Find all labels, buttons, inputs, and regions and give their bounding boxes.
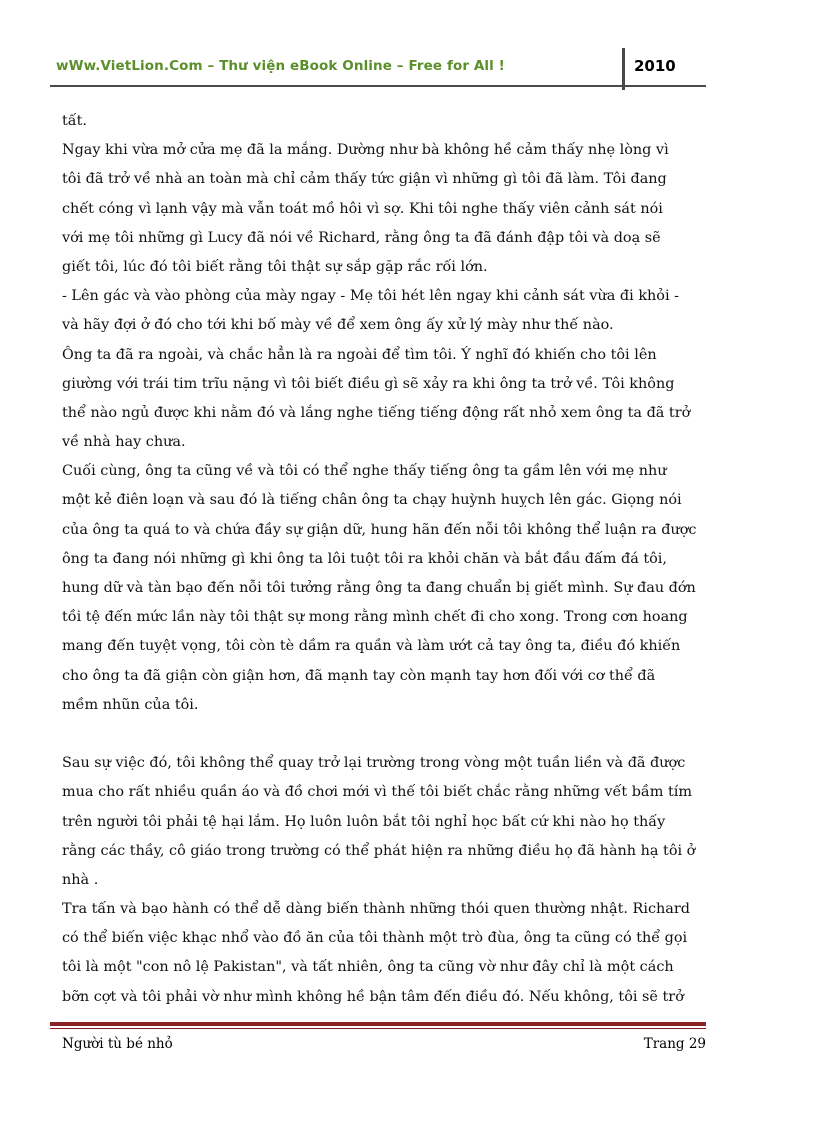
text-line: tồi tệ đến mức lần này tôi thật sự mong rằng mình chết đi cho xong. Trong cơn hoang xyxy=(62,609,688,626)
body-section-2 xyxy=(62,749,718,1012)
text-line: hung dữ và tàn bạo đến nỗi tôi tưởng rằng ông ta đang chuẩn bị giết mình. Sự đau đớn xyxy=(62,580,696,596)
text-line: chết cóng vì lạnh vậy mà vẫn toát mồ hôi vì sợ. Khi tôi nghe thấy viên cảnh sát nói xyxy=(62,200,663,217)
text-line: một kẻ điên loạn và sau đó là tiếng chân ông ta chạy huỳnh huỵch lên gác. Giọng nói xyxy=(62,492,682,509)
text-line: với mẹ tôi những gì Lucy đã nói về Richard, rằng ông ta đã đánh đập tôi và doạ sẽ xyxy=(62,229,661,246)
header-year: 2010 xyxy=(634,57,676,75)
text-line: - Lên gác và vào phòng của mày ngay - Mẹ tôi hét lên ngay khi cảnh sát vừa đi khỏi - xyxy=(62,288,680,305)
text-line: Cuối cùng, ông ta cũng về và tôi có thể nghe thấy tiếng ông ta gầm lên với mẹ như xyxy=(62,463,667,480)
text-line: có thể biến việc khạc nhổ vào đồ ăn của tôi thành một trò đùa, ông ta cũng có thể gọi xyxy=(62,930,688,947)
text-line: ông ta đang nói những gì khi ông ta lôi tuột tôi ra khỏi chăn và bắt đầu đấm đá tôi, xyxy=(62,550,667,567)
text-line: rằng các thầy, cô giáo trong trường có thể phát hiện ra những điều họ đã hành hạ tôi ở xyxy=(62,842,696,859)
text-line: giường với trái tim trĩu nặng vì tôi biết điều gì sẽ xảy ra khi ông ta trở về. Tôi không xyxy=(62,375,675,392)
footer-rule-thick xyxy=(50,1022,706,1026)
text-line: tôi là một "con nô lệ Pakistan", và tất nhiên, ông ta cũng vờ như đây chỉ là một cách xyxy=(62,959,674,976)
header-site-title: wWw.VietLion.Com – Thư viện eBook Online – Free for All ! xyxy=(56,58,505,74)
text-line: mua cho rất nhiều quần áo và đồ chơi mới vì thế tôi biết chắc rằng những vết bầm tím xyxy=(62,784,692,801)
paragraph-gap xyxy=(62,720,718,749)
text-line: cho ông ta đã giận còn giận hơn, đã mạnh tay còn mạnh tay hơn đối với cơ thể đã xyxy=(62,667,656,684)
footer-rule-thin xyxy=(50,1028,706,1029)
text-line: giết tôi, lúc đó tôi biết rằng tôi thật sự sắp gặp rắc rối lớn. xyxy=(62,258,488,275)
text-line: trên người tôi phải tệ hại lắm. Họ luôn luôn bắt tôi nghỉ học bất cứ khi nào họ thấy xyxy=(62,813,666,830)
text-line: Ngay khi vừa mở cửa mẹ đã la mắng. Dường như bà không hề cảm thấy nhẹ lòng vì xyxy=(62,142,669,159)
text-line: và hãy đợi ở đó cho tới khi bố mày về để xem ông ấy xử lý mày như thế nào. xyxy=(62,317,614,334)
footer-rules xyxy=(50,1022,706,1029)
text-line: bỡn cợt và tôi phải vờ như mình không hề bận tâm đến điều đó. Nếu không, tôi sẽ trở xyxy=(62,988,684,1005)
header-vertical-divider xyxy=(622,48,625,90)
text-line: Ông ta đã ra ngoài, và chắc hẳn là ra ngoài để tìm tôi. Ý nghĩ đó khiến cho tôi lên xyxy=(62,346,657,363)
footer-book-title: Người tù bé nhỏ xyxy=(62,1036,173,1052)
text-line: Tra tấn và bạo hành có thể dễ dàng biến thành những thói quen thường nhật. Richard xyxy=(62,901,690,918)
page-body xyxy=(62,107,718,1012)
page-header xyxy=(50,48,706,92)
text-line: về nhà hay chưa. xyxy=(62,434,186,451)
header-rule xyxy=(50,85,706,87)
body-section-1 xyxy=(62,107,718,720)
text-line: tất. xyxy=(62,113,87,129)
text-line: mang đến tuyệt vọng, tôi còn tè dầm ra quần và làm ướt cả tay ông ta, điều đó khiến xyxy=(62,638,681,655)
text-line: thể nào ngủ được khi nằm đó và lắng nghe tiếng tiếng động rất nhỏ xem ông ta đã trở xyxy=(62,404,691,421)
footer-page-number: Trang 29 xyxy=(643,1036,706,1052)
text-line: tôi đã trở về nhà an toàn mà chỉ cảm thấy tức giận vì những gì tôi đã làm. Tôi đang xyxy=(62,171,667,188)
text-line: Sau sự việc đó, tôi không thể quay trở lại trường trong vòng một tuần liền và đã được xyxy=(62,755,686,772)
text-line: nhà . xyxy=(62,871,99,888)
text-line: của ông ta quá to và chứa đầy sự giận dữ, hung hãn đến nỗi tôi không thể luận ra được xyxy=(62,521,697,538)
text-line: mềm nhũn của tôi. xyxy=(62,696,199,713)
